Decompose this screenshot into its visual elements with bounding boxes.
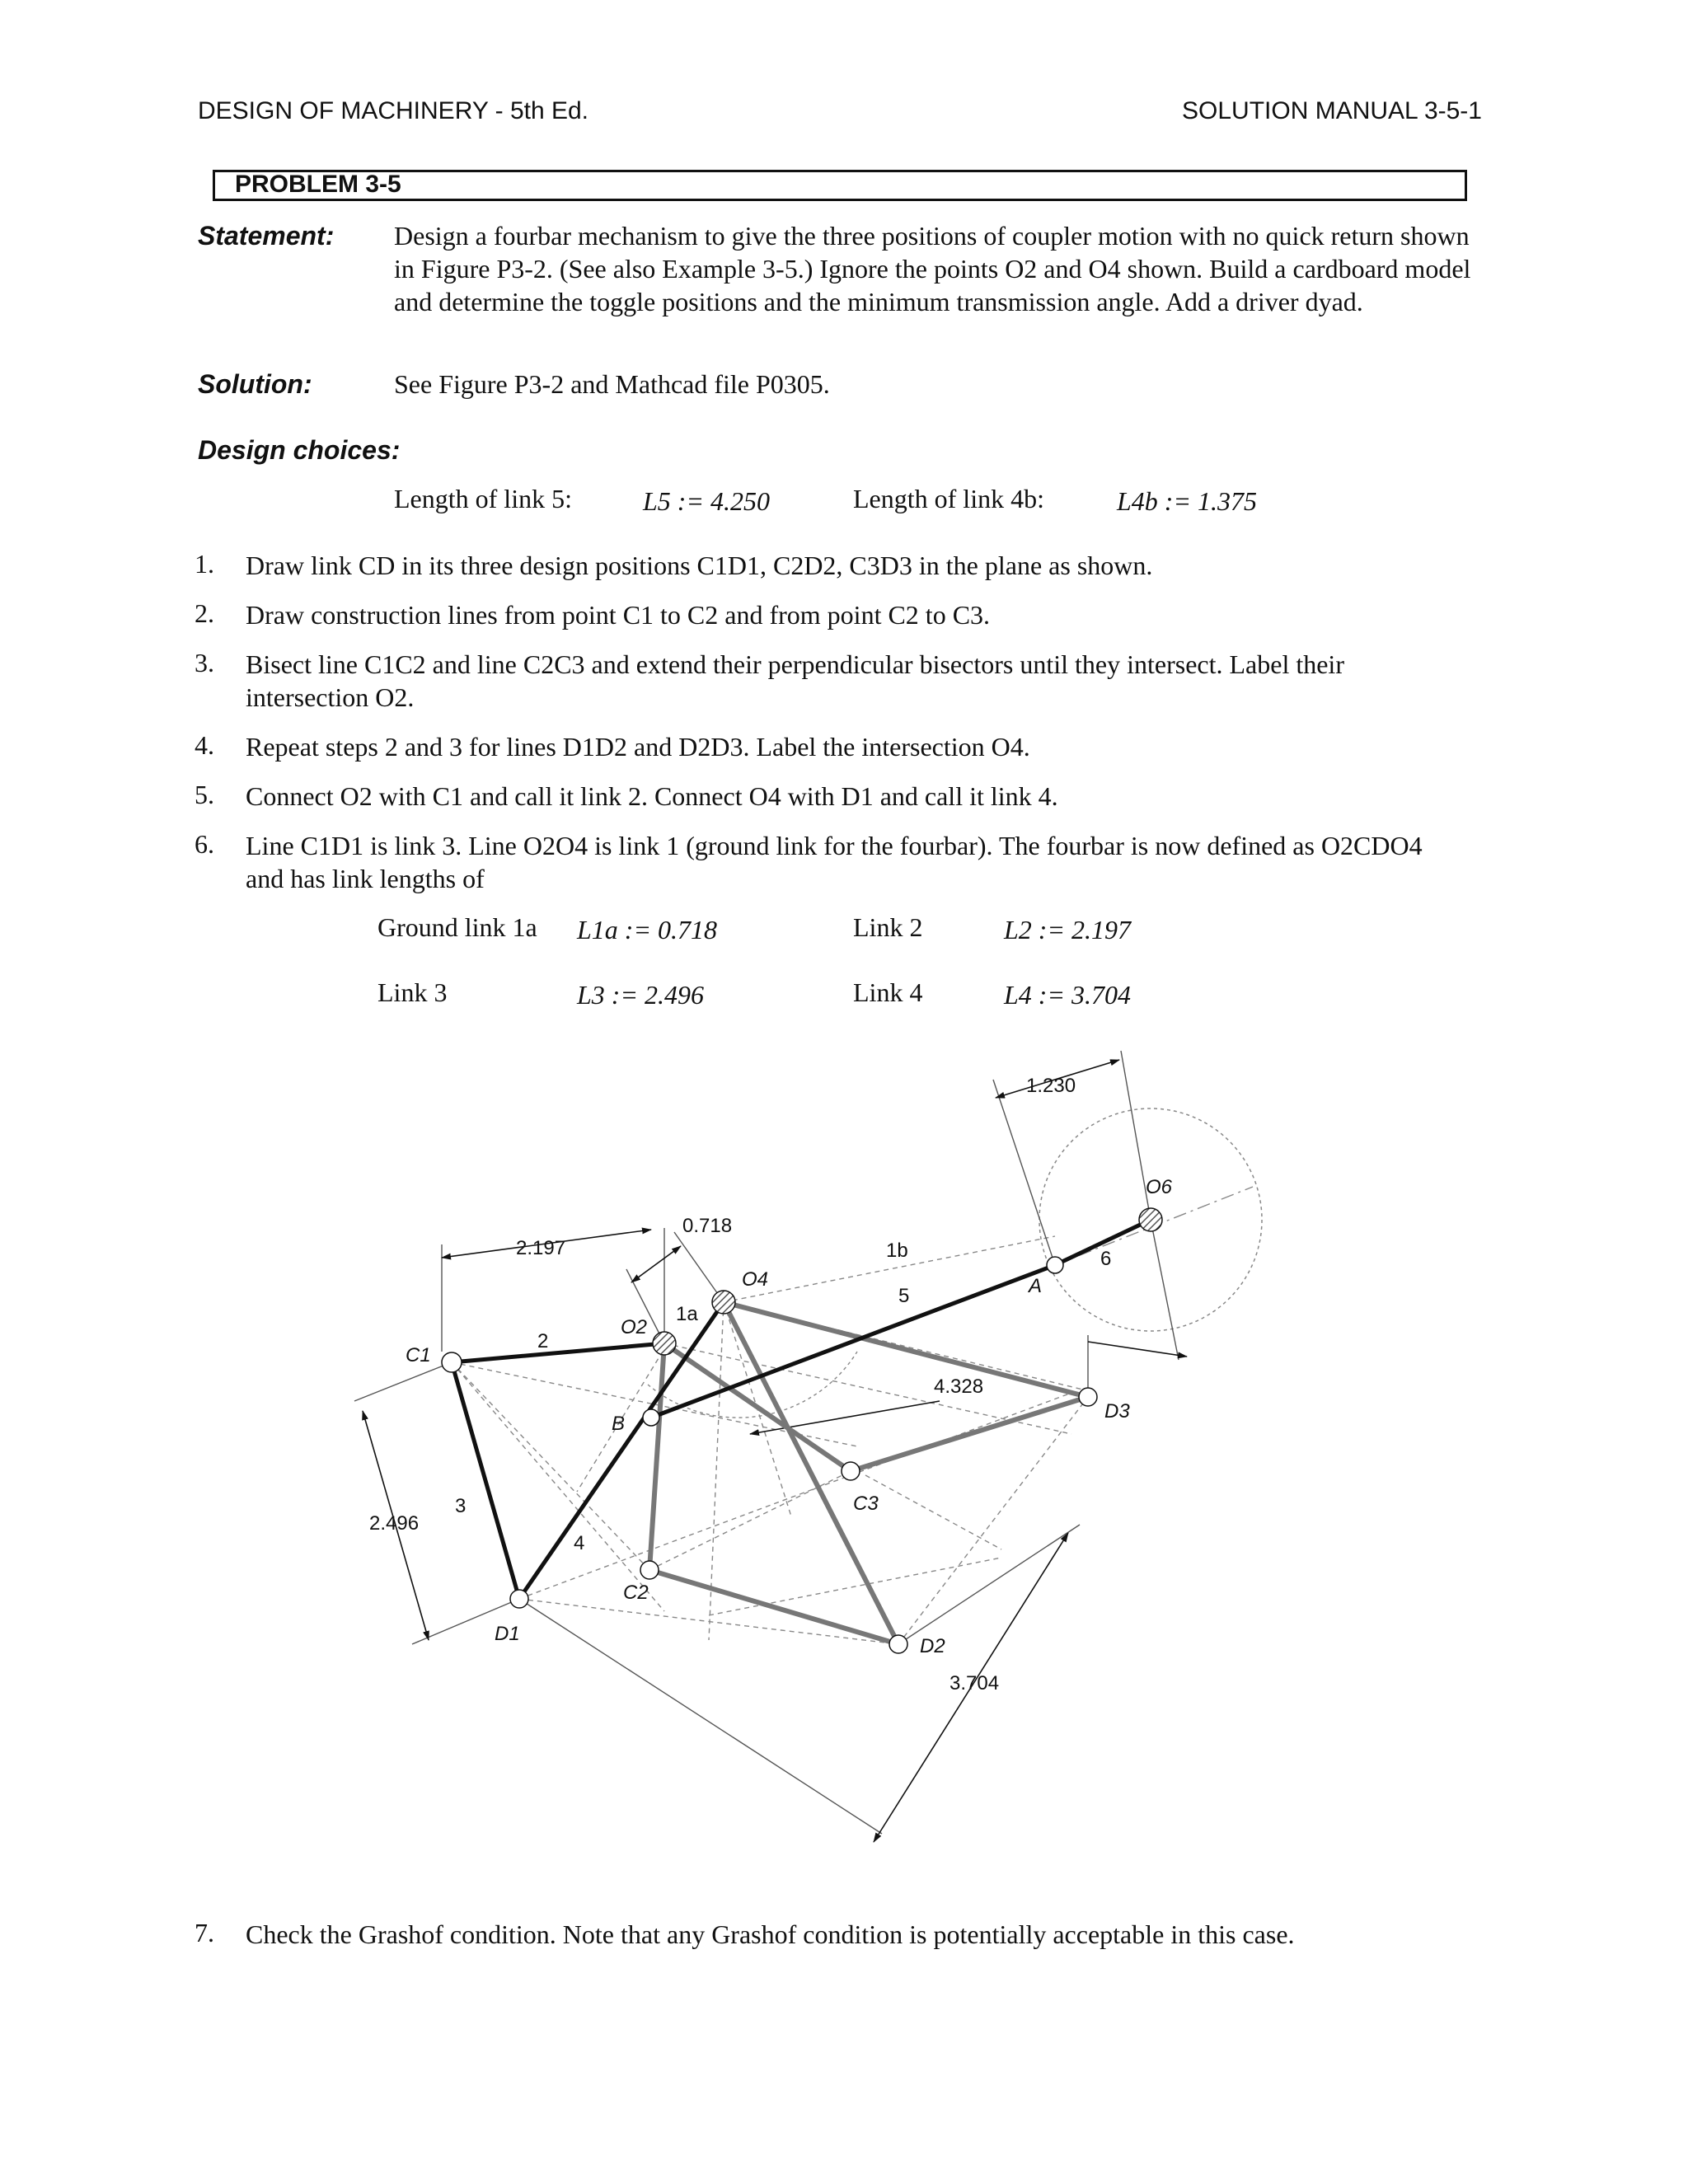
link5 bbox=[651, 1265, 1055, 1418]
link2-label: Link 2 bbox=[853, 912, 923, 942]
label-c2: C2 bbox=[623, 1582, 649, 1604]
dim-line-1b bbox=[1088, 1342, 1187, 1357]
coupler-positions bbox=[649, 1302, 1088, 1644]
step-5-number: 5. bbox=[195, 780, 214, 809]
step-3-number: 3. bbox=[195, 648, 214, 677]
pivot-c2 bbox=[640, 1561, 659, 1579]
label-5: 5 bbox=[898, 1285, 910, 1307]
pivot-d2 bbox=[889, 1635, 907, 1653]
step-3-text: Bisect line C1C2 and line C2C3 and extend their perpendicular bisectors until they intersect. Label their intersection O2. bbox=[246, 649, 1344, 712]
dim-label-1230: 1.230 bbox=[1026, 1075, 1076, 1097]
link5-label: Length of link 5: bbox=[394, 484, 572, 513]
link4-label: Link 4 bbox=[853, 977, 923, 1007]
link2 bbox=[452, 1343, 664, 1362]
label-a: A bbox=[1029, 1275, 1043, 1297]
design-choices-label: Design choices: bbox=[198, 435, 401, 465]
solution-text: See Figure P3-2 and Mathcad file P0305. bbox=[394, 369, 830, 399]
pivot-c3 bbox=[842, 1462, 860, 1480]
step-5-text: Connect O2 with C1 and call it link 2. Connect O4 with D1 and call it link 4. bbox=[246, 781, 1058, 811]
dim-label-3704: 3.704 bbox=[950, 1672, 1000, 1694]
label-d2: D2 bbox=[920, 1635, 945, 1657]
link4b-label: Length of link 4b: bbox=[853, 484, 1044, 513]
statement-label: Statement: bbox=[198, 221, 335, 251]
pivot-d1 bbox=[510, 1590, 528, 1608]
step-2-text: Draw construction lines from point C1 to C2 and from point C2 to C3. bbox=[246, 600, 991, 630]
header-book-title: DESIGN OF MACHINERY - 5th Ed. bbox=[198, 97, 589, 124]
dim-label-2197: 2.197 bbox=[516, 1237, 566, 1259]
label-c3: C3 bbox=[853, 1493, 879, 1515]
step-6-number: 6. bbox=[195, 829, 214, 859]
pivot-o4 bbox=[712, 1291, 735, 1314]
pivot-b bbox=[643, 1409, 659, 1426]
step-1-text: Draw link CD in its three design positions C1D1, C2D2, C3D3 in the plane as shown. bbox=[246, 551, 1153, 580]
label-4: 4 bbox=[574, 1532, 585, 1554]
link2-pos2 bbox=[649, 1343, 664, 1570]
step-6-text: Line C1D1 is link 3. Line O2O4 is link 1 (ground link for the fourbar). The fourbar is now defined as O2CDO4 and has link lengths of bbox=[246, 831, 1423, 893]
label-c1: C1 bbox=[406, 1344, 431, 1366]
pivot-o6 bbox=[1139, 1208, 1162, 1231]
dim-line-0718 bbox=[631, 1246, 681, 1282]
link2-pos3 bbox=[664, 1343, 851, 1471]
link4b-value: L4b := 1.375 bbox=[1117, 486, 1258, 516]
pivot-c1 bbox=[442, 1352, 462, 1372]
label-2: 2 bbox=[537, 1330, 549, 1352]
label-o2: O2 bbox=[621, 1316, 648, 1338]
link2-value: L2 := 2.197 bbox=[1004, 915, 1132, 944]
link4-pos2 bbox=[724, 1302, 898, 1644]
ground-link-label: Ground link 1a bbox=[377, 912, 537, 942]
step-7-number: 7. bbox=[195, 1918, 214, 1947]
label-1a: 1a bbox=[676, 1303, 698, 1325]
label-b: B bbox=[612, 1413, 626, 1435]
statement-text: Design a fourbar mechanism to give the three positions of coupler motion with no quick return shown in Figure P3-2. (See also Example 3-5.) Ignore the points O2 and O4 shown. Build a cardboard model and determine the toggle positions and the minimum transmission angle. Add a driver dyad. bbox=[394, 221, 1471, 316]
step-4-number: 4. bbox=[195, 730, 214, 760]
step-2-number: 2. bbox=[195, 598, 214, 628]
pivot-a bbox=[1047, 1257, 1063, 1273]
label-6: 6 bbox=[1100, 1248, 1112, 1270]
step-7-text: Check the Grashof condition. Note that any Grashof condition is potentially acceptable in this case. bbox=[246, 1919, 1295, 1949]
link3-label: Link 3 bbox=[377, 977, 448, 1007]
step-4-text: Repeat steps 2 and 3 for lines D1D2 and D2D3. Label the intersection O4. bbox=[246, 732, 1030, 762]
coupler-c2d2 bbox=[649, 1570, 898, 1644]
label-1b: 1b bbox=[886, 1240, 908, 1262]
dim-label-4328: 4.328 bbox=[934, 1376, 984, 1398]
pivot-o2 bbox=[653, 1332, 676, 1355]
problem-title: PROBLEM 3-5 bbox=[235, 171, 401, 198]
label-3: 3 bbox=[455, 1495, 467, 1517]
link4-value: L4 := 3.704 bbox=[1004, 980, 1132, 1010]
dim-label-2496: 2.496 bbox=[369, 1512, 420, 1535]
coupler-c3d3 bbox=[851, 1397, 1088, 1471]
ground-link-value: L1a := 0.718 bbox=[577, 915, 718, 944]
construction-lines bbox=[452, 1187, 1253, 1644]
label-d3: D3 bbox=[1104, 1400, 1130, 1422]
label-o6: O6 bbox=[1146, 1176, 1173, 1198]
dim-label-0718: 0.718 bbox=[682, 1215, 733, 1237]
solution-label: Solution: bbox=[198, 369, 312, 399]
label-o4: O4 bbox=[742, 1268, 769, 1291]
header-page-ref: SOLUTION MANUAL 3-5-1 bbox=[1182, 97, 1482, 124]
step-1-number: 1. bbox=[195, 549, 214, 579]
link5-value: L5 := 4.250 bbox=[643, 486, 771, 516]
link3-value: L3 := 2.496 bbox=[577, 980, 705, 1010]
label-d1: D1 bbox=[495, 1623, 520, 1645]
link4-pos3 bbox=[724, 1302, 1088, 1397]
pivot-d3 bbox=[1079, 1388, 1097, 1406]
